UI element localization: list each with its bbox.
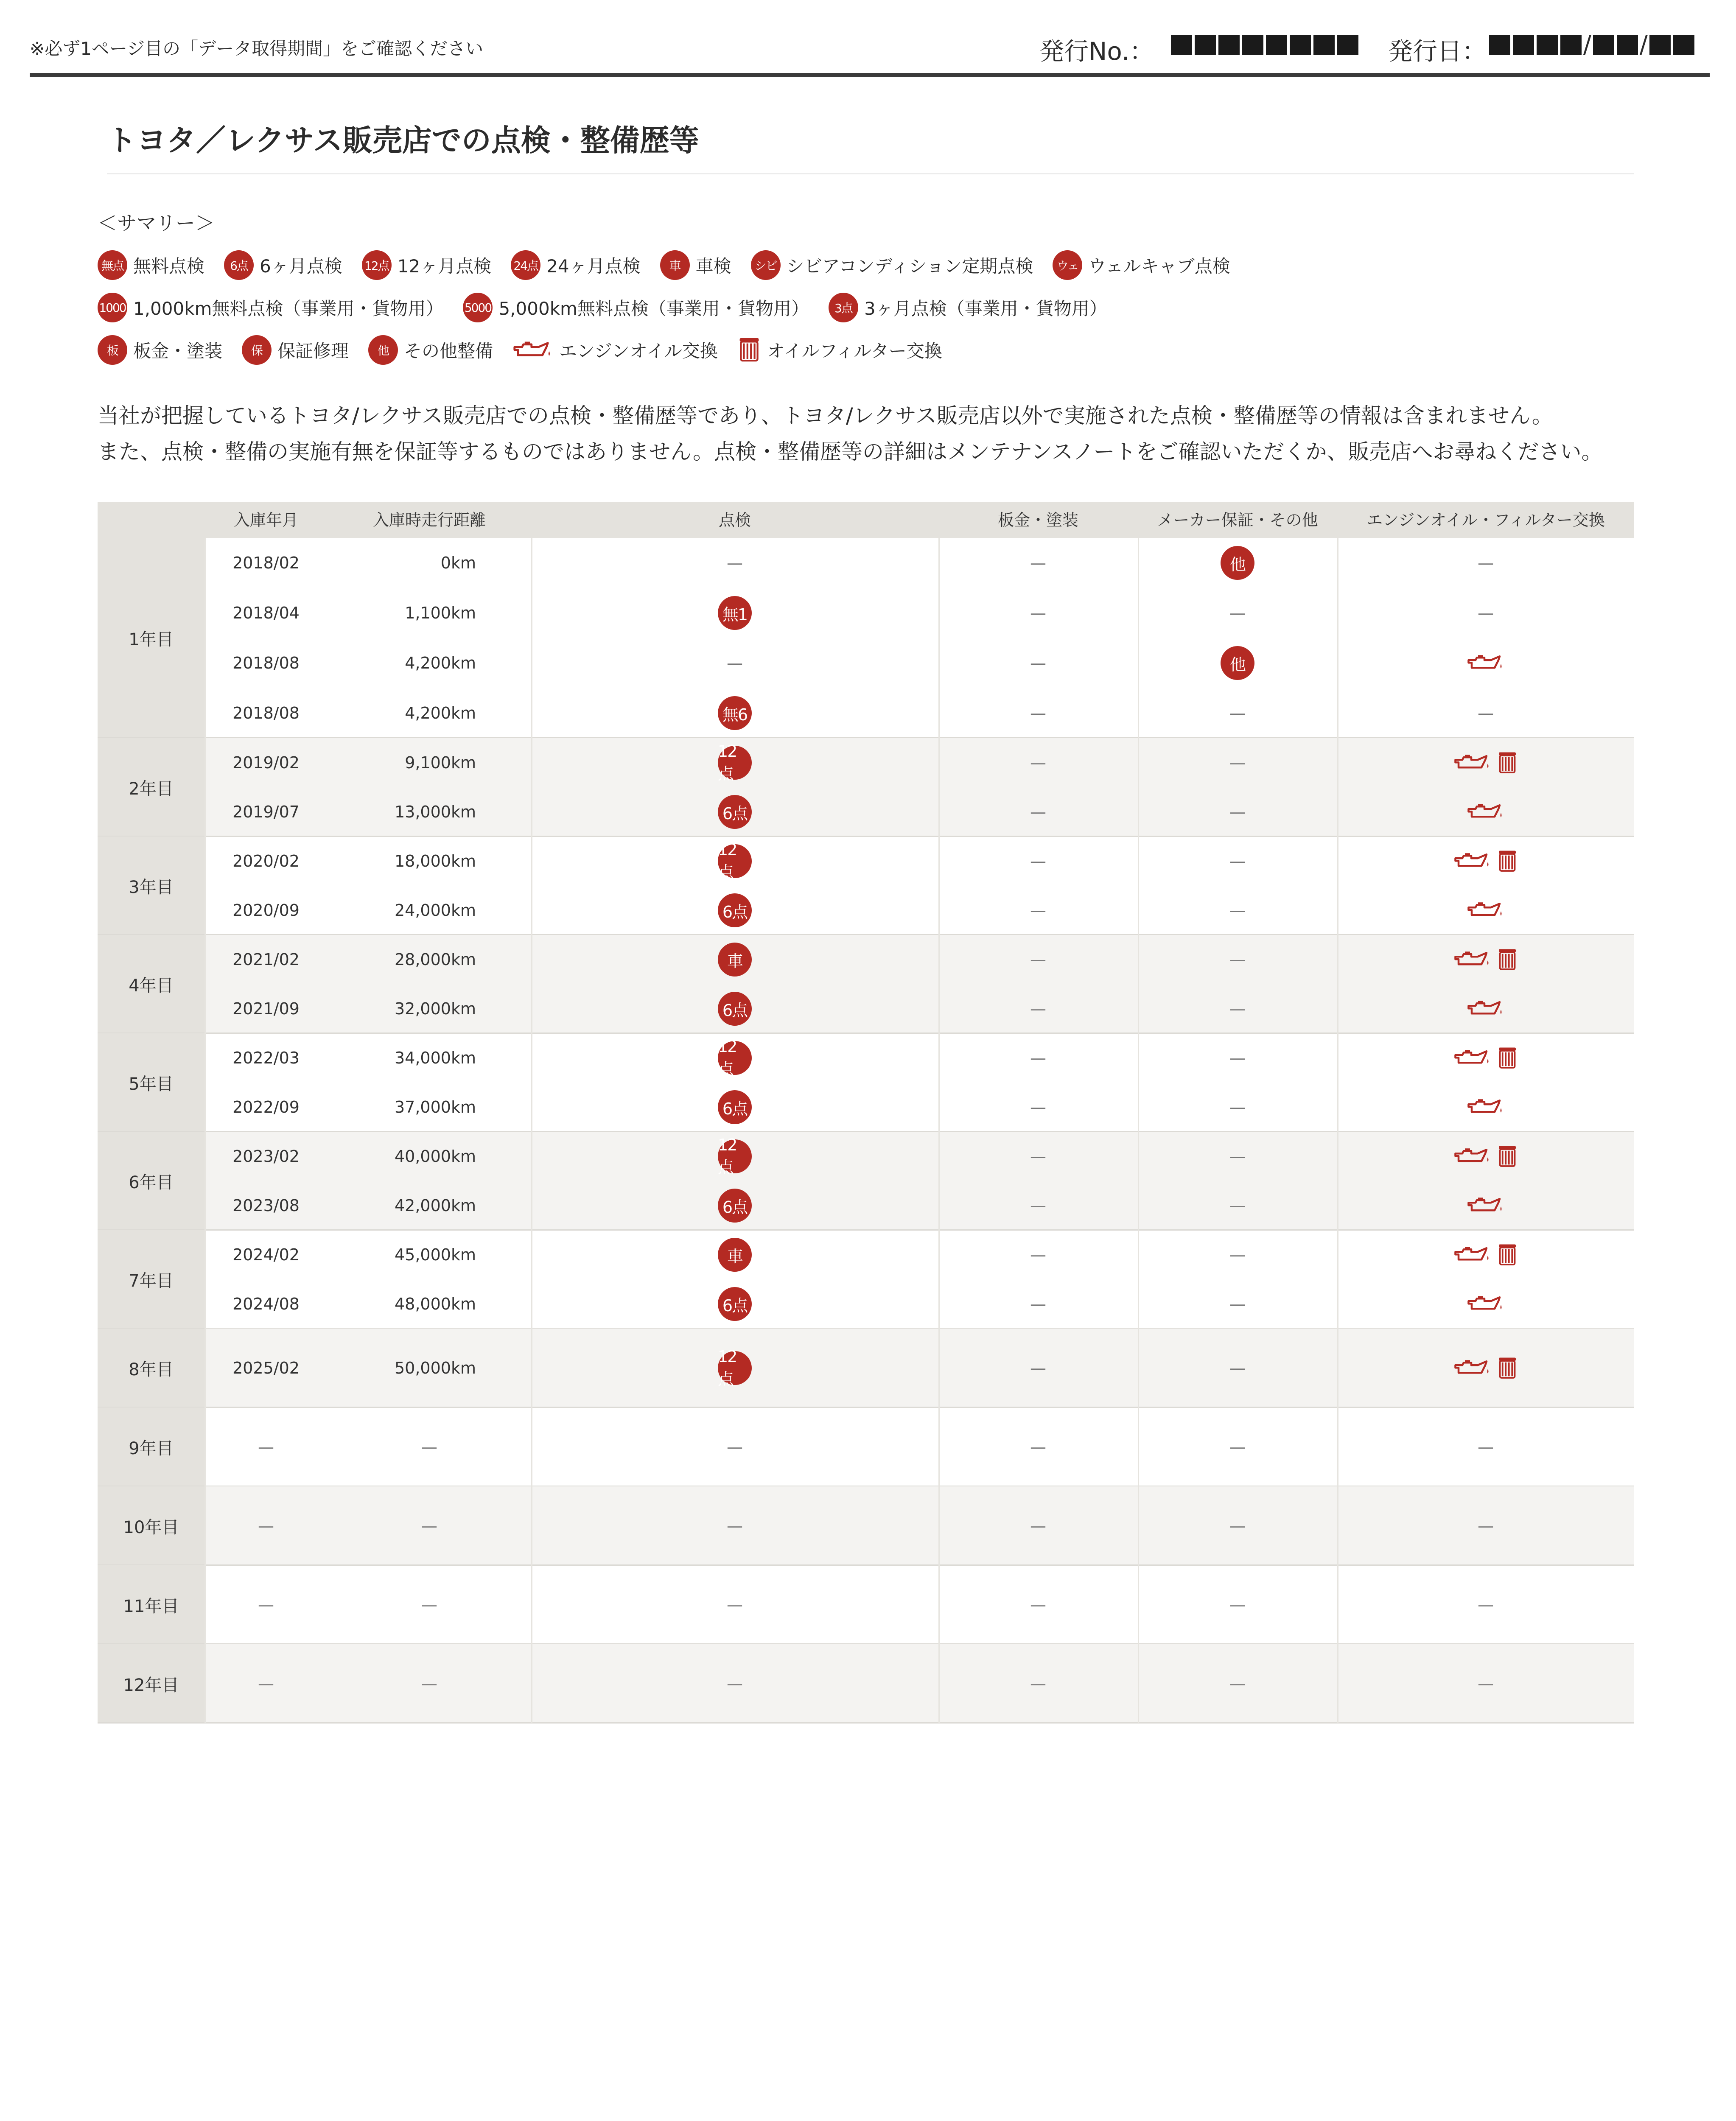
oil-filter-cell: — (1478, 704, 1494, 722)
empty-cell: — (1030, 1674, 1046, 1693)
legend-row-1 (98, 250, 1250, 280)
empty-cell: — (727, 1438, 743, 1456)
entry-date: 2018/02 (232, 554, 300, 572)
entry-mileage: 28,000km (395, 950, 476, 969)
warranty-other-cell: — (1229, 604, 1246, 622)
entry-date: 2019/07 (232, 803, 300, 821)
inspection-badge-無1: 無1 (718, 596, 752, 630)
oil-filter-icon (1497, 1243, 1518, 1267)
column-header: メーカー保証・その他 (1157, 511, 1318, 529)
entry-date: 2024/08 (232, 1295, 300, 1313)
column-divider (938, 538, 940, 1723)
legend-row-3 (98, 335, 962, 365)
oil-filter-icons (1467, 1097, 1505, 1118)
oil-filter-icons (1467, 801, 1505, 823)
inspection-badge-6点: 6点 (718, 1090, 752, 1124)
legend-badge: 24点 (511, 250, 540, 280)
engine-oil-icon (1453, 1047, 1492, 1069)
legend-label: 車検 (695, 256, 731, 277)
year-label: 7年目 (98, 1230, 204, 1329)
oil-filter-icon (1497, 1357, 1518, 1380)
inspection-badge-12点: 12点 (718, 1351, 752, 1385)
inspection-badge-6点: 6点 (718, 1287, 752, 1321)
inspection-cell (531, 787, 938, 837)
inspection-cell (531, 1230, 938, 1279)
entry-date: 2018/08 (232, 704, 300, 722)
oil-filter-icon (737, 337, 761, 363)
legend-badge: 1000 (98, 293, 127, 322)
oil-filter-icons (1453, 751, 1518, 775)
year-label: 2年目 (98, 738, 204, 837)
top-note: ※必ず1ページ目の「データ取得期間」をご確認ください (30, 38, 484, 59)
legend-item (737, 337, 942, 363)
legend-item (98, 250, 204, 280)
warranty-other-cell: — (1229, 901, 1246, 920)
oil-filter-cell (1337, 1279, 1634, 1329)
engine-oil-icon (1467, 1195, 1505, 1216)
legend-badge: 無点 (98, 250, 127, 280)
entry-date: 2021/02 (232, 950, 300, 969)
inspection-badge-12点: 12点 (718, 1139, 752, 1173)
oil-filter-icons (1467, 1195, 1505, 1216)
legend-label: 12ヶ月点検 (397, 256, 492, 277)
issue-date-label: 発行日： (1388, 37, 1487, 66)
warranty-other-cell: — (1229, 999, 1246, 1018)
empty-cell: — (258, 1438, 274, 1456)
column-divider (1138, 538, 1139, 1723)
issue-date-redacted (1489, 31, 1710, 59)
column-header: エンジンオイル・フィルター交換 (1366, 511, 1605, 529)
entry-mileage: 42,000km (395, 1196, 476, 1215)
legend-item (224, 250, 342, 280)
oil-filter-cell (1337, 1329, 1634, 1407)
engine-oil-icon (1467, 1097, 1505, 1118)
warranty-other-cell: — (1229, 1196, 1246, 1215)
date-separator: / (1639, 31, 1648, 59)
inspection-cell (531, 1279, 938, 1329)
empty-cell: — (1229, 1674, 1246, 1693)
empty-cell: — (258, 1595, 274, 1614)
warranty-other-cell: — (1229, 950, 1246, 969)
legend-badge: 3点 (829, 293, 858, 322)
entry-date: 2020/09 (232, 901, 300, 920)
legend-badge: 車 (660, 250, 690, 280)
inspection-cell (531, 837, 938, 886)
body-paint-cell: — (1030, 901, 1046, 920)
entry-date: 2024/02 (232, 1245, 300, 1264)
year-label: 3年目 (98, 837, 204, 935)
inspection-badge-6点: 6点 (718, 1189, 752, 1223)
warranty-other-cell (1138, 538, 1337, 588)
title-rule (107, 173, 1634, 174)
warranty-other-cell: — (1229, 1098, 1246, 1116)
entry-mileage: 34,000km (395, 1049, 476, 1067)
intro-text-2: また、点検・整備の実施有無を保証等するものではありません。点検・整備歴等の詳細はメンテナンスノートをご確認いただくか、販売店へお尋ねください。 (98, 439, 1603, 464)
entry-mileage: 37,000km (395, 1098, 476, 1116)
empty-cell: — (727, 1674, 743, 1693)
entry-mileage: 13,000km (395, 803, 476, 821)
body-paint-cell: — (1030, 1098, 1046, 1116)
inspection-cell (531, 1181, 938, 1230)
legend-label: 板金・塗装 (133, 341, 223, 361)
inspection-cell (531, 1329, 938, 1407)
entry-date: 2020/02 (232, 852, 300, 870)
entry-date: 2023/08 (232, 1196, 300, 1215)
entry-mileage: 48,000km (395, 1295, 476, 1313)
engine-oil-icon (512, 339, 553, 361)
oil-filter-cell (1337, 1230, 1634, 1279)
inspection-badge-12点: 12点 (718, 1041, 752, 1075)
body-paint-cell: — (1030, 654, 1046, 672)
oil-filter-cell (1337, 738, 1634, 787)
engine-oil-icon (1453, 949, 1492, 970)
legend-row-2 (98, 293, 1127, 322)
entry-mileage: 45,000km (395, 1245, 476, 1264)
column-header: 板金・塗装 (997, 511, 1078, 529)
entry-date: 2025/02 (232, 1359, 300, 1377)
entry-date: 2022/03 (232, 1049, 300, 1067)
legend-item (362, 250, 491, 280)
oil-filter-cell (1337, 984, 1634, 1033)
oil-filter-icons (1453, 1243, 1518, 1267)
oil-filter-icons (1467, 652, 1505, 674)
legend-label: シビアコンディション定期点検 (786, 256, 1033, 277)
engine-oil-icon (1467, 652, 1505, 674)
warranty-other-cell: — (1229, 1359, 1246, 1377)
warranty-other-cell: — (1229, 1295, 1246, 1313)
entry-mileage: 40,000km (395, 1147, 476, 1166)
empty-cell: — (1478, 1438, 1494, 1456)
year-label: 5年目 (98, 1033, 204, 1132)
oil-filter-cell: — (1478, 554, 1494, 572)
inspection-cell: — (727, 554, 743, 572)
engine-oil-icon (1453, 1357, 1492, 1379)
legend-label: ウェルキャブ点検 (1088, 256, 1230, 277)
oil-filter-cell (1337, 837, 1634, 886)
body-paint-cell: — (1030, 704, 1046, 722)
legend-label: オイルフィルター交換 (767, 341, 942, 361)
oil-filter-icons (1467, 1293, 1505, 1315)
empty-cell: — (1030, 1517, 1046, 1535)
oil-filter-icons (1453, 1047, 1518, 1070)
legend-item (98, 293, 443, 322)
oil-filter-icons (1453, 850, 1518, 873)
warranty-badge-他: 他 (1221, 546, 1254, 580)
oil-filter-icons (1467, 900, 1505, 921)
warranty-other-cell: — (1229, 1049, 1246, 1067)
oil-filter-cell (1337, 1033, 1634, 1083)
inspection-badge-無6: 無6 (718, 696, 752, 730)
body-paint-cell: — (1030, 852, 1046, 870)
body-paint-cell: — (1030, 753, 1046, 772)
summary-label: ＜サマリー＞ (98, 212, 215, 235)
legend-item (829, 293, 1107, 322)
legend-item (751, 250, 1033, 280)
year-label: 10年目 (98, 1486, 204, 1565)
inspection-badge-6点: 6点 (718, 795, 752, 829)
inspection-cell (531, 688, 938, 738)
issue-number-redacted (1171, 35, 1366, 55)
oil-filter-cell (1337, 787, 1634, 837)
inspection-badge-車: 車 (718, 1238, 752, 1272)
empty-cell: — (1229, 1438, 1246, 1456)
legend-item (242, 335, 349, 365)
body-paint-cell: — (1030, 1359, 1046, 1377)
body-paint-cell: — (1030, 554, 1046, 572)
engine-oil-icon (1467, 900, 1505, 921)
year-label: 11年目 (98, 1565, 204, 1644)
oil-filter-icons (1453, 1357, 1518, 1380)
legend-label: 保証修理 (277, 341, 349, 361)
column-divider (204, 538, 206, 1723)
legend-label: 無料点検 (133, 256, 205, 277)
body-paint-cell: — (1030, 803, 1046, 821)
body-paint-cell: — (1030, 1245, 1046, 1264)
engine-oil-icon (1467, 998, 1505, 1019)
oil-filter-cell (1337, 935, 1634, 984)
oil-filter-cell (1337, 1132, 1634, 1181)
legend-badge: 板 (98, 335, 127, 365)
oil-filter-icons (1467, 998, 1505, 1019)
oil-filter-icon (1497, 850, 1518, 873)
inspection-cell (531, 1083, 938, 1132)
warranty-other-cell: — (1229, 852, 1246, 870)
entry-date: 2018/08 (232, 654, 300, 672)
oil-filter-icon (1497, 1145, 1518, 1168)
row-divider (98, 1722, 1634, 1724)
page-title: トヨタ／レクサス販売店での点検・整備歴等 (107, 123, 699, 158)
legend-badge: ウェ (1053, 250, 1082, 280)
inspection-cell (531, 738, 938, 787)
empty-cell: — (1478, 1674, 1494, 1693)
body-paint-cell: — (1030, 1147, 1046, 1166)
oil-filter-icon (1497, 751, 1518, 775)
body-paint-cell: — (1030, 604, 1046, 622)
legend-badge: シビ (751, 250, 781, 280)
body-paint-cell: — (1030, 999, 1046, 1018)
column-divider (531, 538, 532, 1723)
empty-cell: — (1030, 1438, 1046, 1456)
entry-date: 2018/04 (232, 604, 300, 622)
legend-item (1053, 250, 1230, 280)
legend-badge: 12点 (362, 250, 392, 280)
body-paint-cell: — (1030, 950, 1046, 969)
entry-mileage: 9,100km (405, 753, 476, 772)
legend-label: 24ヶ月点検 (546, 256, 641, 277)
warranty-other-cell: — (1229, 1245, 1246, 1264)
empty-cell: — (1478, 1595, 1494, 1614)
empty-cell: — (258, 1517, 274, 1535)
legend-item (511, 250, 640, 280)
empty-cell: — (421, 1438, 437, 1456)
legend-label: 1,000km無料点検（事業用・貨物用） (133, 298, 444, 319)
inspection-cell (531, 588, 938, 638)
year-label: 4年目 (98, 935, 204, 1033)
oil-filter-icon (1497, 1047, 1518, 1070)
entry-mileage: 4,200km (405, 704, 476, 722)
entry-mileage: 4,200km (405, 654, 476, 672)
empty-cell: — (1478, 1517, 1494, 1535)
column-header: 入庫時走行距離 (372, 511, 486, 529)
empty-cell: — (727, 1517, 743, 1535)
year-label: 9年目 (98, 1407, 204, 1486)
oil-filter-cell (1337, 886, 1634, 935)
year-label: 12年目 (98, 1644, 204, 1723)
warranty-other-cell: — (1229, 704, 1246, 722)
entry-date: 2023/02 (232, 1147, 300, 1166)
legend-label: 5,000km無料点検（事業用・貨物用） (498, 298, 809, 319)
empty-cell: — (421, 1674, 437, 1693)
entry-mileage: 0km (440, 554, 476, 572)
inspection-badge-車: 車 (718, 943, 752, 977)
inspection-cell (531, 1132, 938, 1181)
oil-filter-cell: — (1478, 604, 1494, 622)
engine-oil-icon (1467, 1293, 1505, 1315)
engine-oil-icon (1453, 1146, 1492, 1167)
date-separator: / (1583, 31, 1591, 59)
warranty-other-cell: — (1229, 803, 1246, 821)
legend-badge: 他 (368, 335, 398, 365)
empty-cell: — (421, 1595, 437, 1614)
entry-mileage: 50,000km (395, 1359, 476, 1377)
inspection-cell (531, 935, 938, 984)
issue-number-label: 発行No.： (1039, 37, 1154, 66)
legend-item (512, 337, 718, 363)
column-divider (1337, 538, 1338, 1723)
warranty-other-cell (1138, 638, 1337, 688)
empty-cell: — (1030, 1595, 1046, 1614)
engine-oil-icon (1453, 752, 1492, 773)
empty-cell: — (421, 1517, 437, 1535)
warranty-other-cell: — (1229, 1147, 1246, 1166)
year-label: 6年目 (98, 1132, 204, 1230)
oil-filter-icon (1497, 948, 1518, 971)
legend-item (98, 335, 222, 365)
empty-cell: — (1229, 1517, 1246, 1535)
body-paint-cell: — (1030, 1196, 1046, 1215)
empty-cell: — (727, 1595, 743, 1614)
body-paint-cell: — (1030, 1295, 1046, 1313)
engine-oil-icon (1467, 801, 1505, 823)
legend-item (368, 335, 493, 365)
legend-badge: 5000 (463, 293, 493, 322)
year-label: 8年目 (98, 1329, 204, 1407)
legend-item (463, 293, 809, 322)
entry-date: 2019/02 (232, 753, 300, 772)
year-label: 1年目 (98, 538, 204, 738)
entry-date: 2022/09 (232, 1098, 300, 1116)
legend-badge: 6点 (224, 250, 254, 280)
column-header: 点検 (718, 511, 751, 529)
inspection-cell (531, 1033, 938, 1083)
legend-label: エンジンオイル交換 (559, 341, 718, 361)
inspection-badge-12点: 12点 (718, 746, 752, 780)
inspection-badge-12点: 12点 (718, 844, 752, 878)
oil-filter-cell (1337, 1083, 1634, 1132)
inspection-cell: — (727, 654, 743, 672)
oil-filter-cell (1337, 1181, 1634, 1230)
legend-label: 6ヶ月点検 (260, 256, 342, 277)
engine-oil-icon (1453, 851, 1492, 872)
oil-filter-icons (1453, 1145, 1518, 1168)
empty-cell: — (258, 1674, 274, 1693)
empty-cell: — (1229, 1595, 1246, 1614)
header-rule (30, 73, 1710, 77)
entry-mileage: 32,000km (395, 999, 476, 1018)
inspection-badge-6点: 6点 (718, 992, 752, 1026)
entry-mileage: 1,100km (405, 604, 476, 622)
warranty-other-cell: — (1229, 753, 1246, 772)
legend-label: その他整備 (404, 341, 493, 361)
inspection-cell (531, 984, 938, 1033)
legend-label: 3ヶ月点検（事業用・貨物用） (864, 298, 1107, 319)
entry-mileage: 24,000km (395, 901, 476, 920)
column-header: 入庫年月 (233, 511, 298, 529)
entry-mileage: 18,000km (395, 852, 476, 870)
legend-item (660, 250, 731, 280)
oil-filter-icons (1453, 948, 1518, 971)
legend-badge: 保 (242, 335, 272, 365)
engine-oil-icon (1453, 1244, 1492, 1265)
intro-text-1: 当社が把握しているトヨタ/レクサス販売店での点検・整備歴等であり、トヨタ/レクサス販売店以外で実施された点検・整備歴等の情報は含まれません。 (98, 403, 1553, 428)
inspection-cell (531, 886, 938, 935)
oil-filter-cell (1337, 638, 1634, 688)
inspection-badge-6点: 6点 (718, 893, 752, 927)
entry-date: 2021/09 (232, 999, 300, 1018)
warranty-badge-他: 他 (1221, 646, 1254, 680)
body-paint-cell: — (1030, 1049, 1046, 1067)
